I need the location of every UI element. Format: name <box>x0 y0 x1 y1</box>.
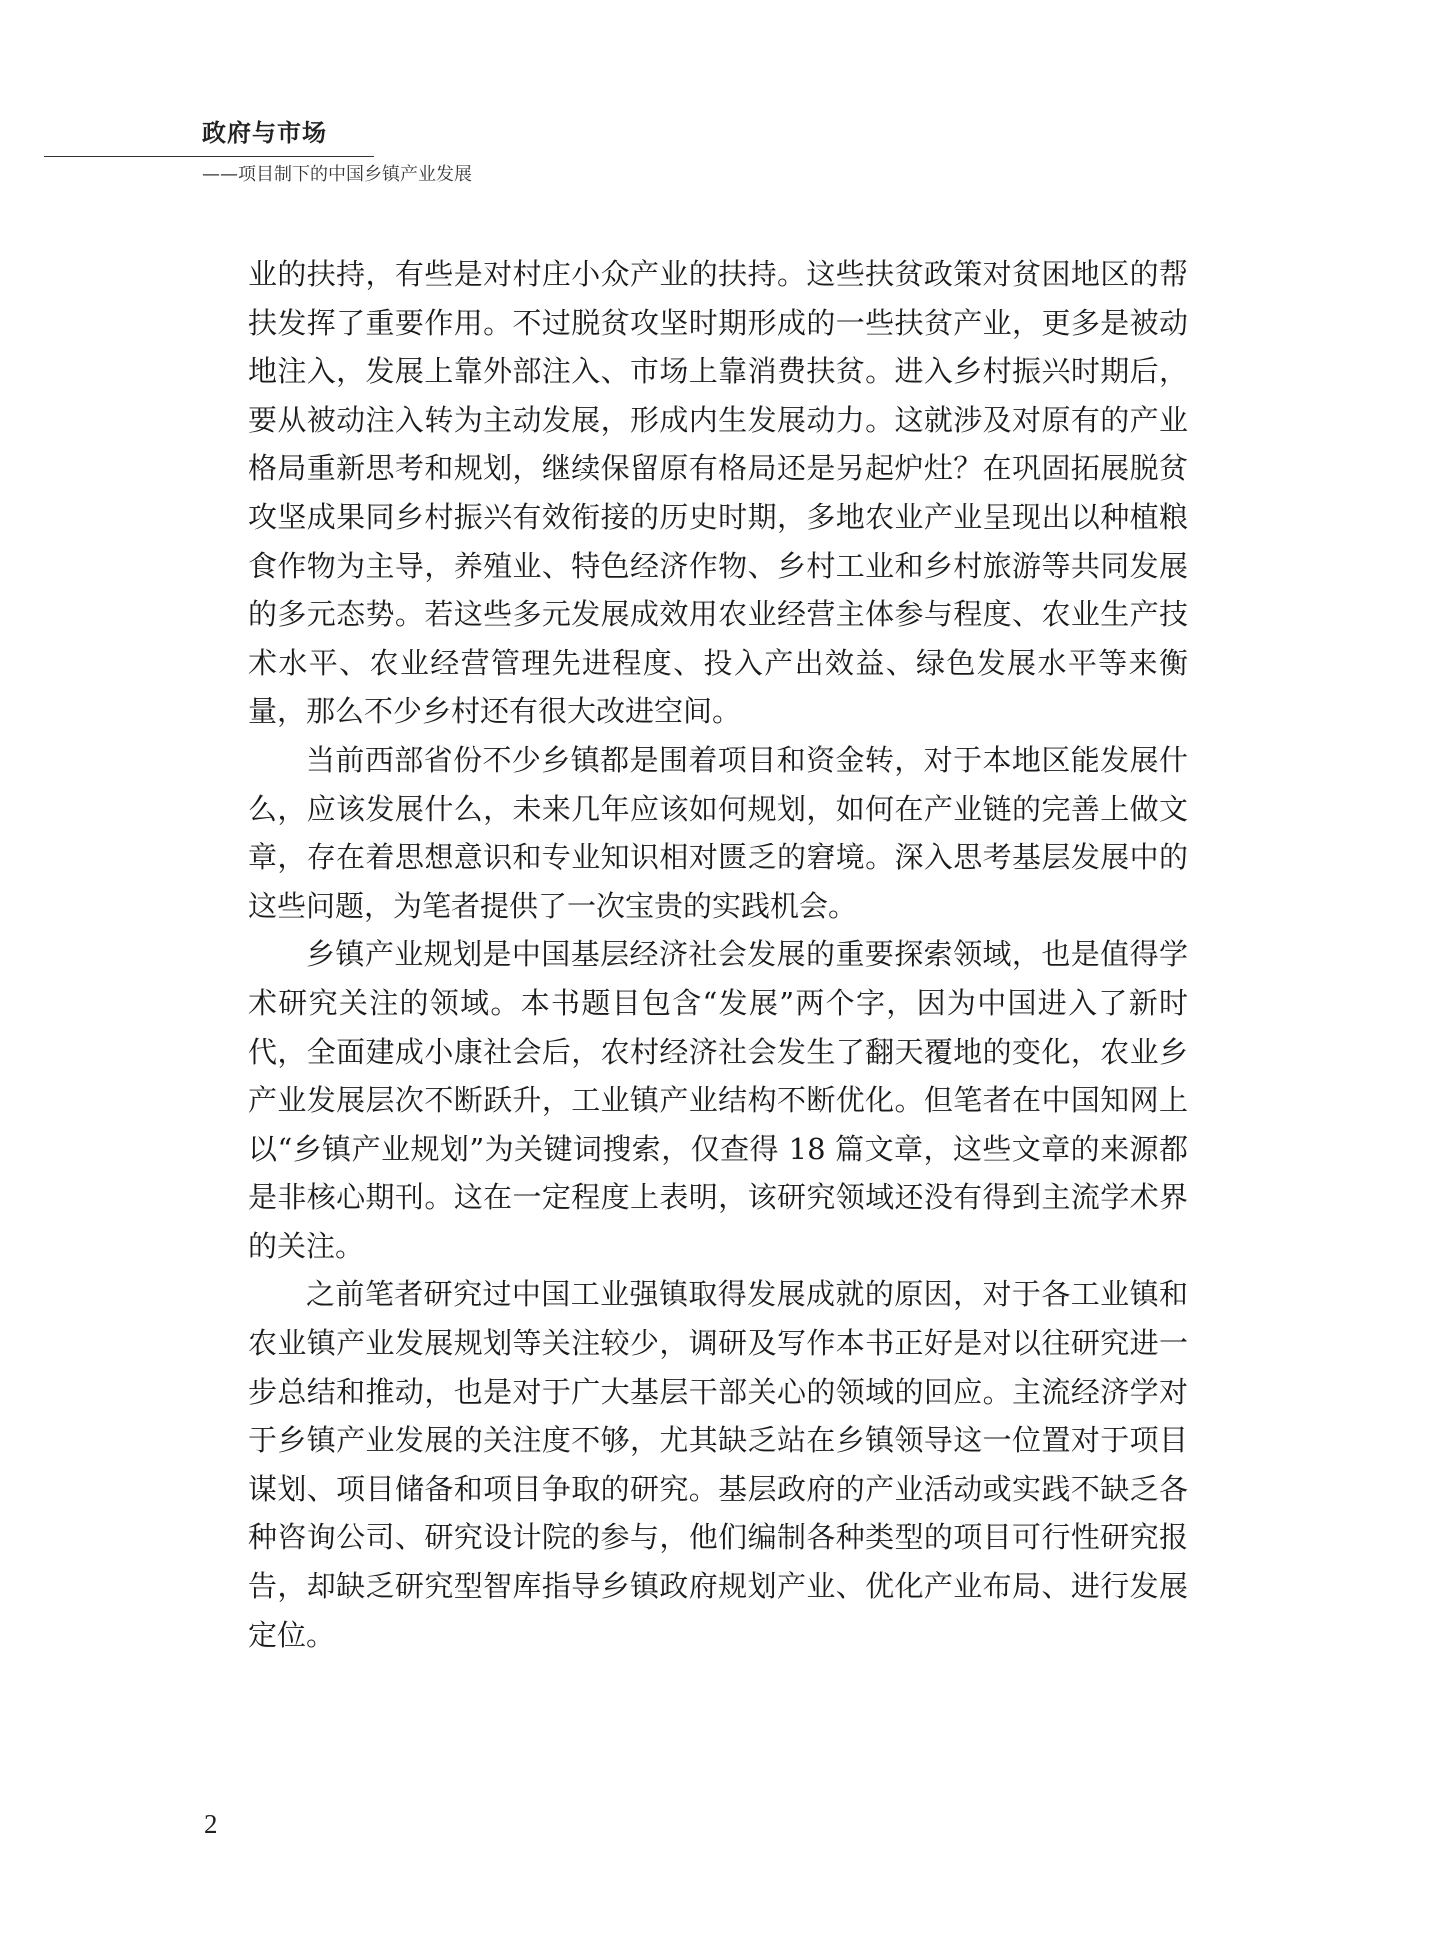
paragraph: 当前西部省份不少乡镇都是围着项目和资金转，对于本地区能发展什么，应该发展什么，未来几年应该如何规划，如何在产业链的完善上做文章，存在着思想意识和专业知识相对匮乏的窘境。深入思考基层发展中的这些问题，为笔者提供了一次宝贵的实践机会。 <box>248 742 1188 923</box>
running-head-title: 政府与市场 <box>202 119 327 147</box>
paragraph: 之前笔者研究过中国工业强镇取得发展成就的原因，对于各工业镇和农业镇产业发展规划等关注较少，调研及写作本书正好是对以往研究进一步总结和推动，也是对于广大基层干部关心的领域的回应。主流经济学对于乡镇产业发展的关注度不够，尤其缺乏站在乡镇领导这一位置对于项目谋划、项目储备和项目争取的研究。基层政府的产业活动或实践不缺乏各种咨询公司、研究设计院的参与，他们编制各种类型的项目可行性研究报告，却缺乏研究型智库指导乡镇政府规划产业、优化产业布局、进行发展定位。 <box>248 1277 1188 1652</box>
paragraph-continued: 业的扶持，有些是对村庄小众产业的扶持。这些扶贫政策对贫困地区的帮扶发挥了重要作用。不过脱贫攻坚时期形成的一些扶贫产业，更多是被动地注入，发展上靠外部注入、市场上靠消费扶贫。进入乡村振兴时期后，要从被动注入转为主动发展，形成内生发展动力。这就涉及对原有的产业格局重新思考和规划，继续保留原有格局还是另起炉灶？在巩固拓展脱贫攻坚成果同乡村振兴有效衔接的历史时期，多地农业产业呈现出以种植粮食作物为主导，养殖业、特色经济作物、乡村工业和乡村旅游等共同发展的多元态势。若这些多元发展成效用农业经营主体参与程度、农业生产技术水平、农业经营管理先进程度、投入产出效益、绿色发展水平等来衡量，那么不少乡村还有很大改进空间。 <box>248 257 1188 729</box>
paragraph: 乡镇产业规划是中国基层经济社会发展的重要探索领域，也是值得学术研究关注的领域。本书题目包含“发展”两个字，因为中国进入了新时代，全面建成小康社会后，农村经济社会发生了翻天覆地的变化，农业乡产业发展层次不断跃升，工业镇产业结构不断优化。但笔者在中国知网上以“乡镇产业规划”为关键词搜索，仅查得 18 篇文章，这些文章的来源都是非核心期刊。这在一定程度上表明，该研究领域还没有得到主流学术界的关注。 <box>248 937 1188 1263</box>
body-text <box>248 250 1188 1659</box>
page-number: 2 <box>204 1809 218 1839</box>
running-head-subtitle: ——项目制下的中国乡镇产业发展 <box>202 164 472 185</box>
running-head-rule <box>44 156 374 157</box>
